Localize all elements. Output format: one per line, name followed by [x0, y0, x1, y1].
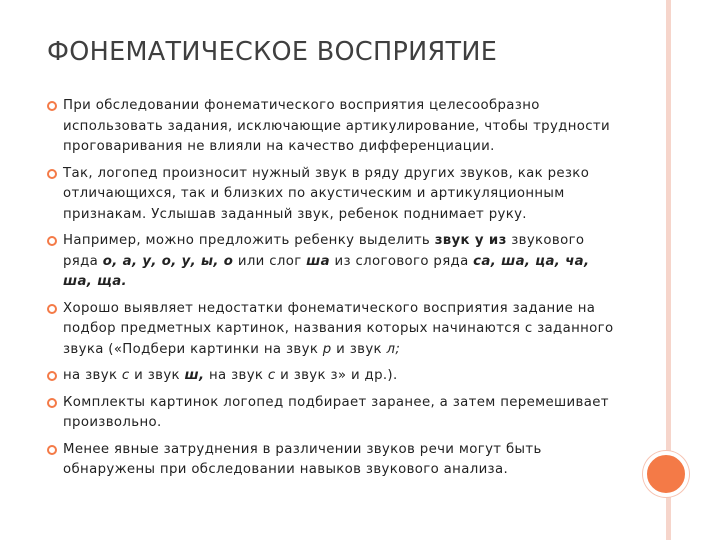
ring-bullet-icon	[47, 445, 57, 455]
italic-text: л;	[386, 341, 401, 357]
bullet-text: и звук	[331, 341, 387, 357]
bold-italic-text: са, ша, ца, ча, ша, ща.	[63, 253, 590, 289]
bullet-list	[47, 96, 617, 487]
bullet-text: или слог	[233, 253, 307, 269]
ring-bullet-icon	[47, 236, 57, 246]
bullet-text: Так, логопед произносит нужный звук в ряду других звуков, как резко отличающихся, так и близких по акустическим и артикуляционным признакам. Услышав заданный звук, ребенок поднимает руку.	[63, 165, 590, 222]
list-item	[47, 440, 617, 481]
ring-bullet-icon	[47, 304, 57, 314]
bullet-text: При обследовании фонематического восприятия целесообразно использовать задания, исключающие артикулирование, чтобы трудности проговаривания не влияли на качество дифференциации.	[63, 98, 610, 154]
ring-bullet-icon	[47, 169, 57, 179]
bullet-text: на звук	[204, 368, 268, 383]
italic-text: с	[267, 368, 276, 383]
bullet-text: Хорошо выявляет недостатки фонематического восприятия задание на подбор предметных картинок, названия которых начинаются с заданного звука («Подбери картинки на звук	[63, 300, 614, 357]
bold-italic-text: ша	[306, 253, 330, 269]
bullet-text: Например, можно предложить ребенку выделить	[63, 233, 435, 248]
bullet-text: и звук з» и др.).	[275, 368, 398, 383]
bullet-text: звукового ряда	[63, 233, 585, 269]
list-item	[47, 366, 617, 387]
list-item	[47, 164, 617, 226]
list-item	[47, 231, 617, 293]
orange-circle-icon	[643, 451, 689, 497]
ring-bullet-icon	[47, 101, 57, 111]
italic-text: с	[121, 368, 130, 383]
bold-text: звук у из	[434, 233, 507, 248]
bullet-text: и звук	[129, 368, 185, 383]
bold-italic-text: ш,	[184, 368, 205, 383]
bullet-text: Менее явные затруднения в различении звуков речи могут быть обнаружены при обследовании навыков звукового анализа.	[63, 441, 542, 477]
ring-bullet-icon	[47, 371, 57, 381]
list-item	[47, 299, 617, 361]
ring-bullet-icon	[47, 398, 57, 408]
bullet-text: из слогового ряда	[329, 253, 474, 269]
italic-text: р	[322, 341, 332, 357]
slide-title: ФОНЕМАТИЧЕСКОЕ ВОСПРИЯТИЕ	[47, 37, 498, 67]
bullet-text: на звук	[63, 368, 122, 383]
list-item	[47, 393, 617, 434]
bold-italic-text: о, а, у, о, у, ы, о	[102, 253, 234, 269]
list-item	[47, 96, 617, 158]
bullet-text: Комплекты картинок логопед подбирает заранее, а затем перемешивает произвольно.	[63, 394, 609, 430]
